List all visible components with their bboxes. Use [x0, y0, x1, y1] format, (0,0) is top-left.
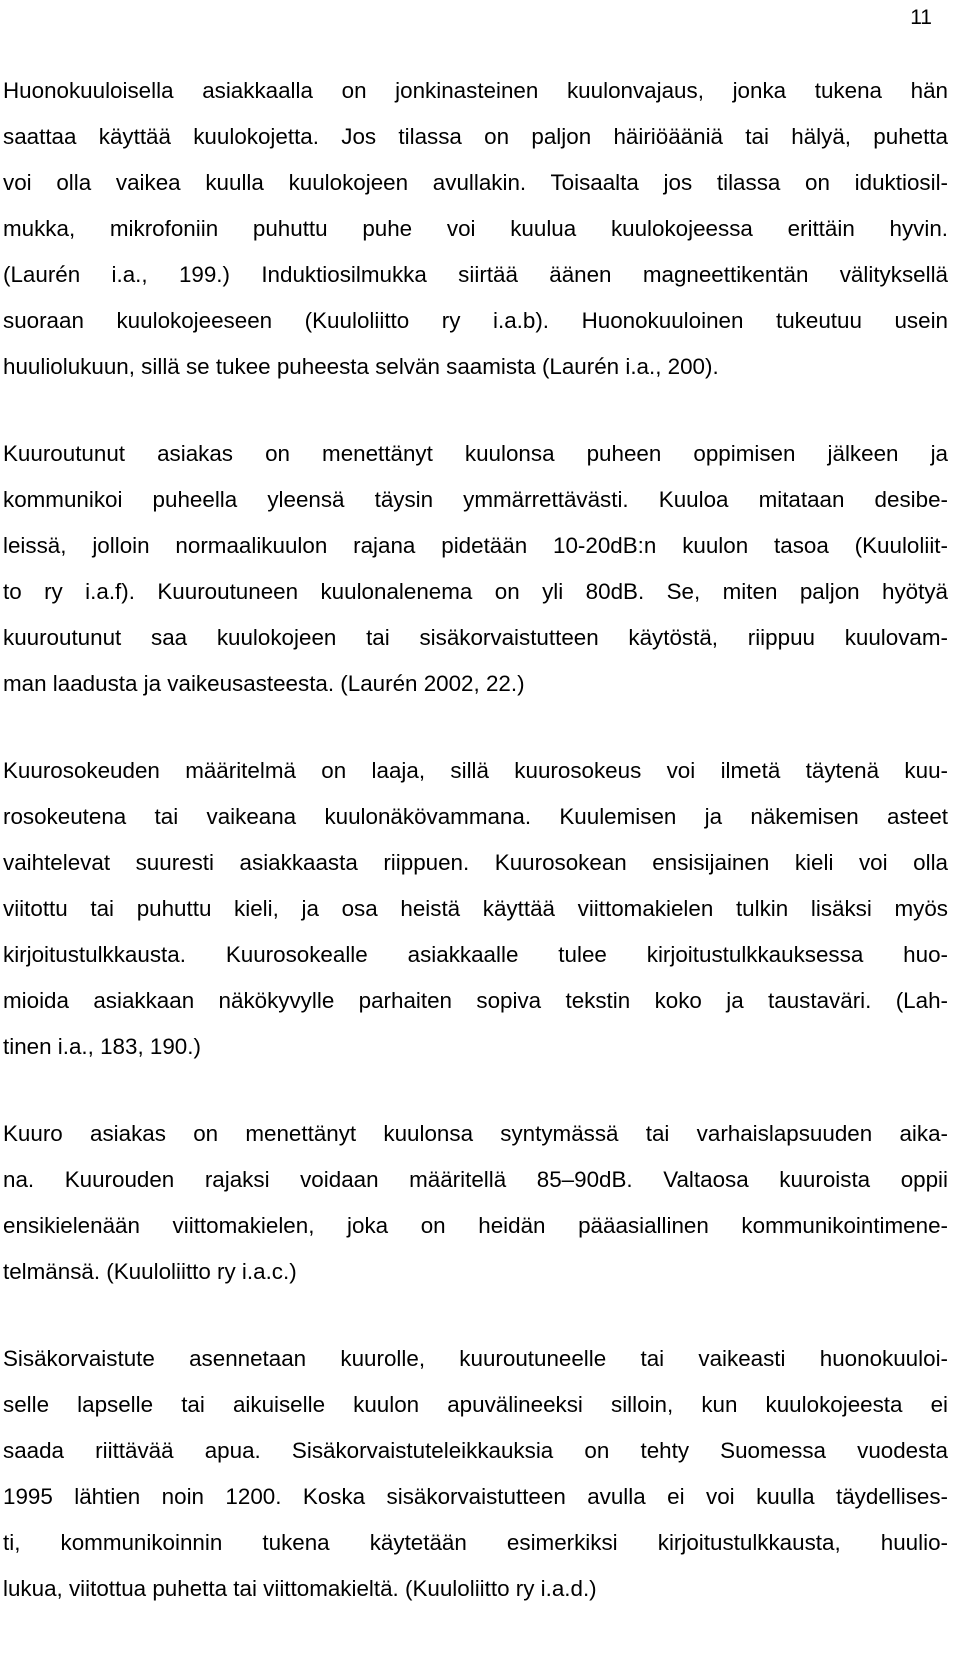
text-line: Kuuro asiakas on menettänyt kuulonsa syntymässä tai varhaislapsuuden aika- — [3, 1121, 948, 1146]
text-line: 1995 lähtien noin 1200. Koska sisäkorvaistutteen avulla ei voi kuulla täydellises- — [3, 1484, 948, 1509]
paragraph — [0, 68, 960, 390]
text-line: Kuurosokeuden määritelmä on laaja, sillä kuurosokeus voi ilmetä täytenä kuu- — [3, 758, 948, 783]
paragraph — [0, 431, 960, 707]
text-line: tinen i.a., 183, 190.) — [3, 1034, 201, 1059]
text-line: (Laurén i.a., 199.) Induktiosilmukka siirtää äänen magneettikentän välityksellä — [3, 262, 948, 287]
text-line: mukka, mikrofoniin puhuttu puhe voi kuulua kuulokojeessa erittäin hyvin. — [3, 216, 948, 241]
text-line: saada riittävää apua. Sisäkorvaistuteleikkauksia on tehty Suomessa vuodesta — [3, 1438, 948, 1463]
text-line: kommunikoi puheella yleensä täysin ymmärrettävästi. Kuuloa mitataan desibe- — [3, 487, 948, 512]
text-line: saattaa käyttää kuulokojetta. Jos tilassa on paljon häiriöääniä tai hälyä, puhetta — [3, 124, 948, 149]
text-line: telmänsä. (Kuuloliitto ry i.a.c.) — [3, 1259, 297, 1284]
text-line: to ry i.a.f). Kuuroutuneen kuulonalenema on yli 80dB. Se, miten paljon hyötyä — [3, 579, 948, 604]
text-line: mioida asiakkaan näkökyvylle parhaiten sopiva tekstin koko ja taustaväri. (Lah- — [3, 988, 948, 1013]
text-line: suoraan kuulokojeeseen (Kuuloliitto ry i.a.b). Huonokuuloinen tukeutuu usein — [3, 308, 948, 333]
text-line: viitottu tai puhuttu kieli, ja osa heistä käyttää viittomakielen tulkin lisäksi myös — [3, 896, 948, 921]
paragraph — [0, 748, 960, 1070]
text-line: ti, kommunikoinnin tukena käytetään esimerkiksi kirjoitustulkkausta, huulio- — [3, 1530, 948, 1555]
text-line: Kuuroutunut asiakas on menettänyt kuulonsa puheen oppimisen jälkeen ja — [3, 441, 948, 466]
paragraph — [0, 1336, 960, 1612]
text-line: Huonokuuloisella asiakkaalla on jonkinasteinen kuulonvajaus, jonka tukena hän — [3, 78, 948, 103]
text-line: huuliolukuun, sillä se tukee puheesta selvän saamista (Laurén i.a., 200). — [3, 354, 719, 379]
text-line: selle lapselle tai aikuiselle kuulon apuvälineeksi silloin, kun kuulokojeesta ei — [3, 1392, 948, 1417]
text-line: na. Kuurouden rajaksi voidaan määritellä 85–90dB. Valtaosa kuuroista oppii — [3, 1167, 948, 1192]
text-line: lukua, viitottua puhetta tai viittomakieltä. (Kuuloliitto ry i.a.d.) — [3, 1576, 597, 1601]
text-line: voi olla vaikea kuulla kuulokojeen avullakin. Toisaalta jos tilassa on iduktiosil- — [3, 170, 948, 195]
paragraph — [0, 1111, 960, 1295]
text-line: kuuroutunut saa kuulokojeen tai sisäkorvaistutteen käytöstä, riippuu kuulovam- — [3, 625, 948, 650]
text-line: ensikielenään viittomakielen, joka on heidän pääasiallinen kommunikointimene- — [3, 1213, 948, 1238]
text-line: leissä, jolloin normaalikuulon rajana pidetään 10-20dB:n kuulon tasoa (Kuuloliit- — [3, 533, 948, 558]
document-body — [0, 68, 960, 1653]
text-line: man laadusta ja vaikeusasteesta. (Laurén 2002, 22.) — [3, 671, 525, 696]
page-number: 11 — [910, 6, 932, 29]
text-line: rosokeutena tai vaikeana kuulonäkövammana. Kuulemisen ja näkemisen asteet — [3, 804, 948, 829]
text-line: vaihtelevat suuresti asiakkaasta riippuen. Kuurosokean ensisijainen kieli voi olla — [3, 850, 948, 875]
text-line: kirjoitustulkkausta. Kuurosokealle asiakkaalle tulee kirjoitustulkkauksessa huo- — [3, 942, 948, 967]
text-line: Sisäkorvaistute asennetaan kuurolle, kuuroutuneelle tai vaikeasti huonokuuloi- — [3, 1346, 948, 1371]
